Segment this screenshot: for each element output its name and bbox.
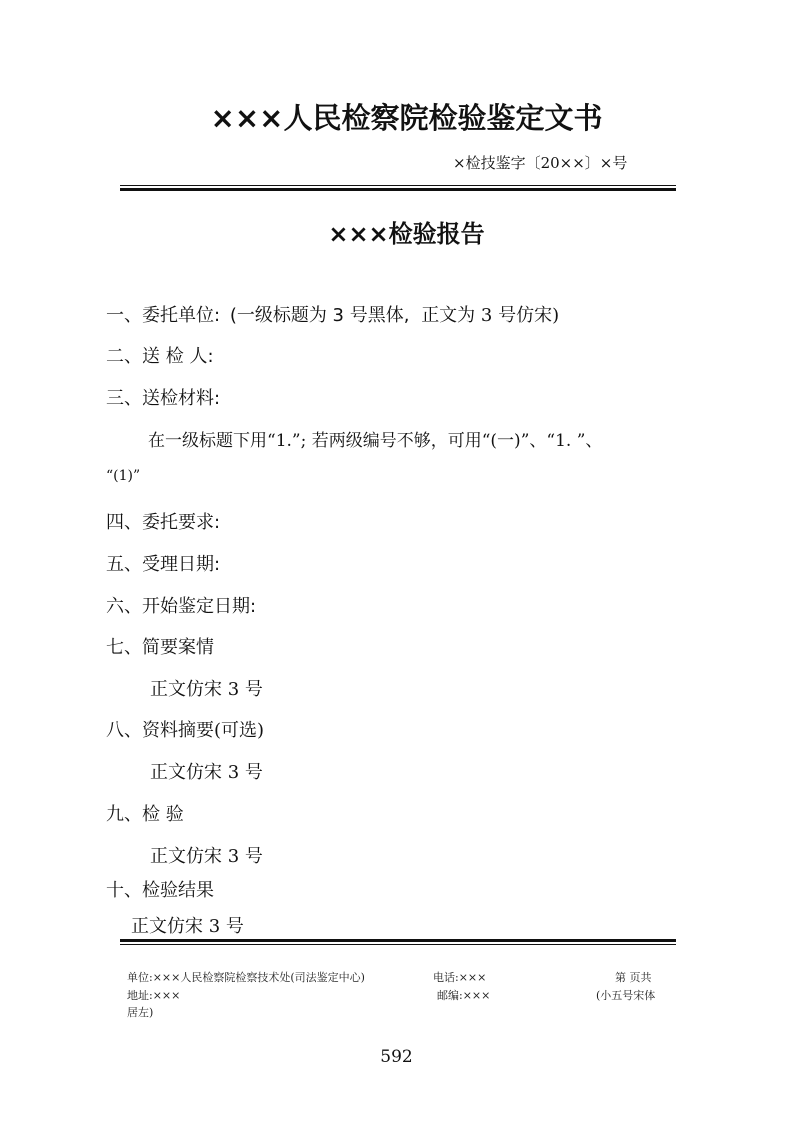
- section-results: 十、检验结果: [106, 880, 214, 901]
- header-rule-thick: [120, 188, 676, 191]
- footer-phone: 电话:×××: [433, 971, 487, 984]
- footer-rule-thick: [120, 939, 676, 942]
- footer-unit: 单位:×××人民检察院检察技术处(司法鉴定中心): [127, 971, 365, 984]
- footer-align-note: 居左): [127, 1006, 154, 1019]
- footer-page-of: 第 页共: [615, 971, 652, 984]
- section-requirements: 四、委托要求:: [106, 512, 221, 533]
- section-note: (可选): [214, 720, 265, 741]
- material-abstract-body: 正文仿宋 3 号: [150, 762, 263, 783]
- page-number: 592: [380, 1047, 413, 1067]
- section-label: 一、委托单位:: [106, 305, 221, 326]
- section-note-bold: (一级标题为 3 号黑体,: [229, 305, 410, 326]
- section-case-summary: 七、简要案情: [106, 637, 214, 658]
- document-title: ×××人民检察院检验鉴定文书: [210, 101, 603, 135]
- footer-font-note: (小五号宋体: [596, 989, 656, 1002]
- section-entrusting-unit: [106, 301, 559, 327]
- section-start-date: 六、开始鉴定日期:: [106, 596, 257, 617]
- header-rule-thin: [120, 185, 676, 186]
- case-summary-body: 正文仿宋 3 号: [150, 679, 263, 700]
- section-material-abstract: [106, 716, 264, 742]
- report-subtitle: ×××检验报告: [328, 220, 485, 248]
- section-acceptance-date: 五、受理日期:: [106, 554, 221, 575]
- footer-address: 地址:×××: [127, 989, 181, 1002]
- materials-body-line1: 在一级标题下用“1.”; 若两级编号不够，可用“(一)”、“1. ”、: [148, 431, 603, 451]
- section-inspection: 九、检 验: [106, 804, 184, 825]
- section-materials: 三、送检材料:: [106, 388, 221, 409]
- section-note: 正文为 3 号仿宋): [421, 305, 560, 326]
- footer-postcode: 邮编:×××: [437, 989, 491, 1002]
- inspection-body: 正文仿宋 3 号: [150, 846, 263, 867]
- footer-rule-thin: [120, 944, 676, 945]
- section-label: 八、资料摘要: [106, 720, 214, 741]
- section-submitter: 二、送 检 人:: [106, 346, 214, 367]
- results-body: 正文仿宋 3 号: [131, 916, 244, 937]
- document-number: ×检技鉴字〔20××〕×号: [453, 154, 628, 172]
- materials-body-line2: “(1)”: [106, 468, 141, 484]
